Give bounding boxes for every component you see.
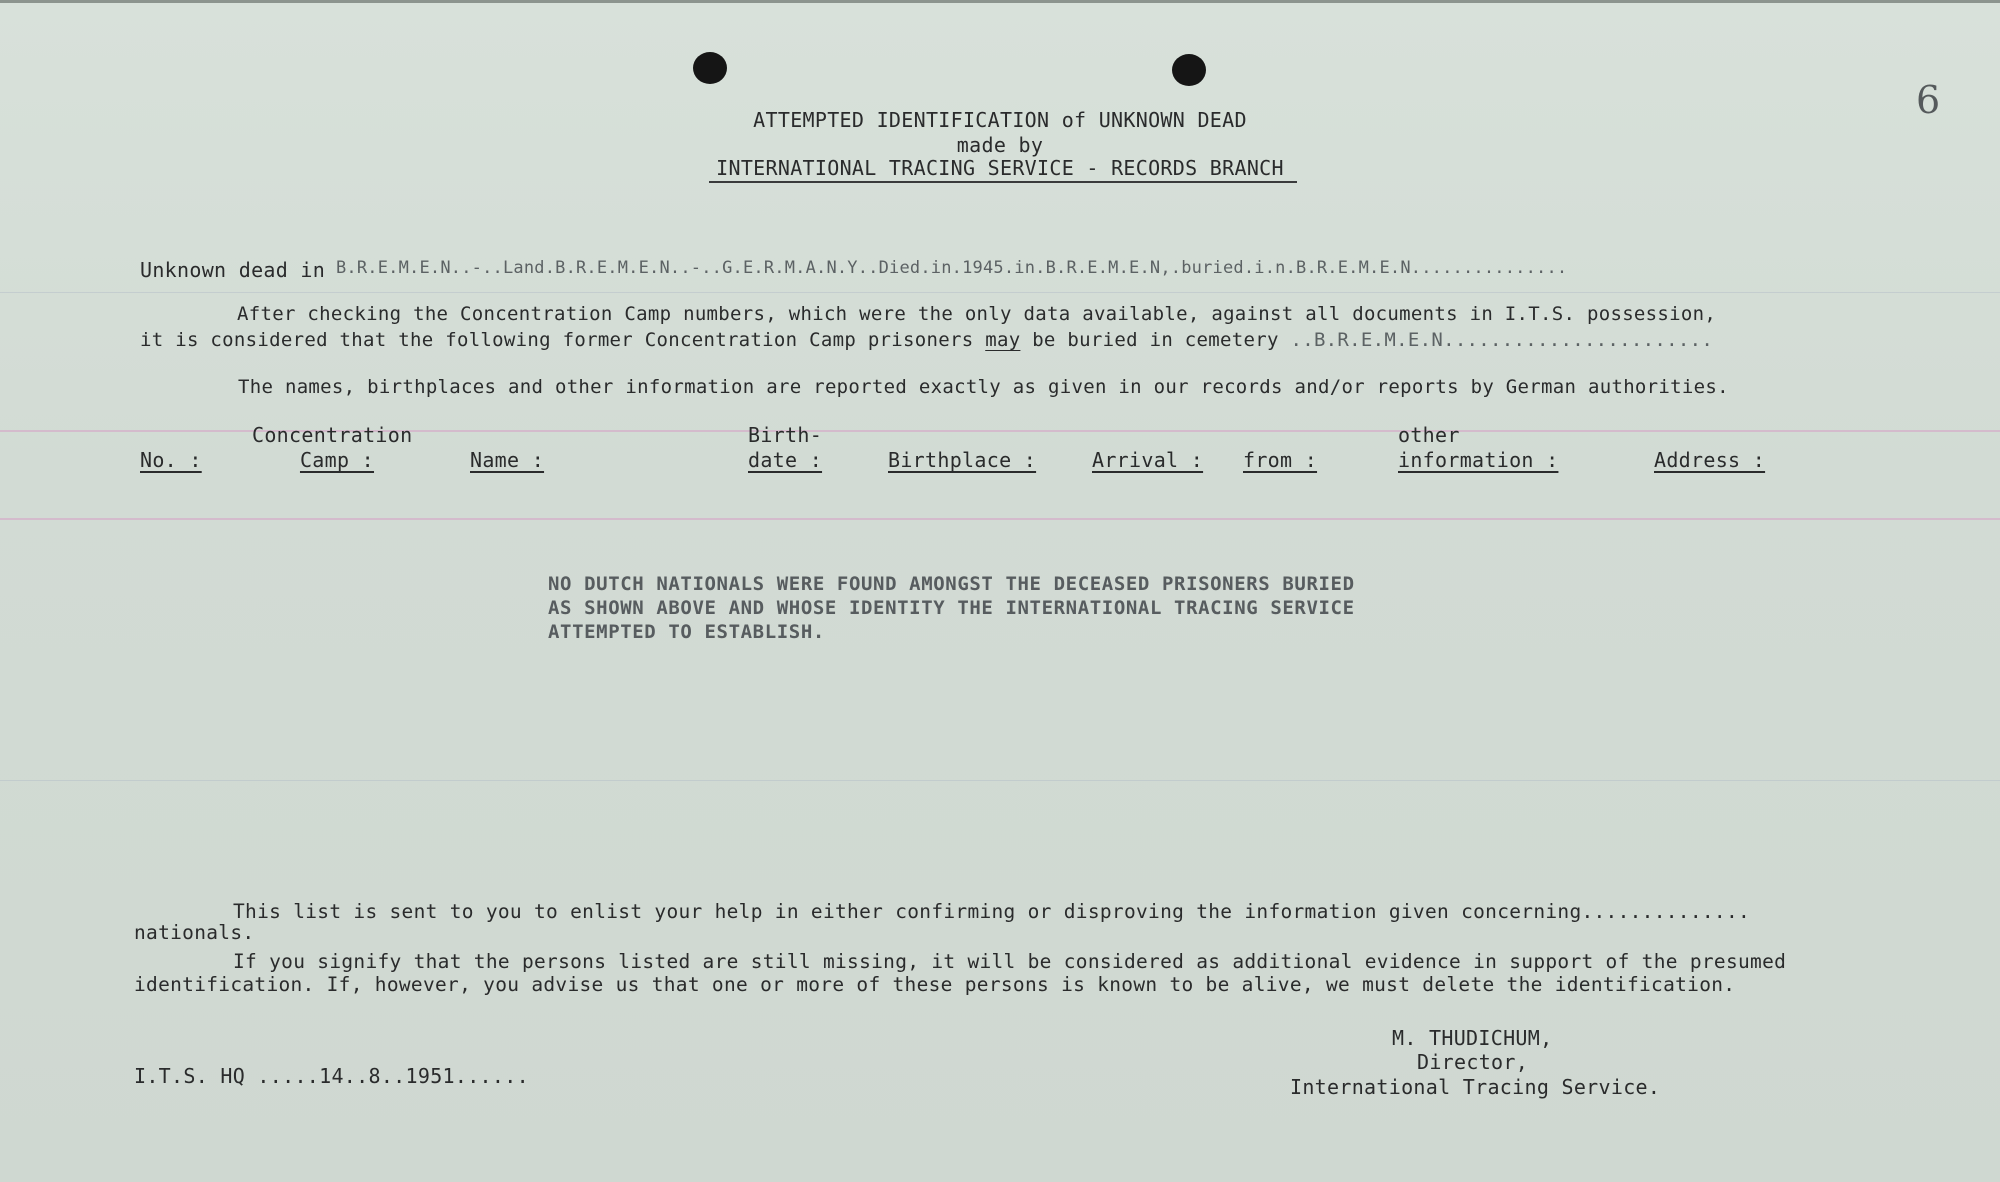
column-header-birthdate-top: Birth- [748, 423, 823, 447]
punch-hole-left [693, 52, 727, 84]
signature-name: M. THUDICHUM, [1392, 1026, 1553, 1050]
header-title: ATTEMPTED IDENTIFICATION of UNKNOWN DEAD [753, 108, 1247, 132]
request-paragraph-line1: This list is sent to you to enlist your help in either confirming or disproving the information given concerning.............. [233, 900, 1751, 923]
page-number: 6 [1916, 78, 1941, 122]
stamp-line2: AS SHOWN ABOVE AND WHOSE IDENTITY THE INTERNATIONAL TRACING SERVICE [548, 597, 1355, 619]
column-header-no: No. : [140, 448, 202, 472]
date-value: .....14..8..1951...... [257, 1064, 529, 1088]
date-label: I.T.S. HQ [134, 1064, 246, 1088]
ruled-line [0, 518, 2000, 520]
column-header-address: Address : [1654, 448, 1766, 472]
top-edge [0, 0, 2000, 3]
header-underline [709, 181, 1297, 183]
paragraph-checking-text: it is considered that the following former Concentration Camp prisoners [140, 329, 974, 351]
paragraph-checking-text-end: be buried in cemetery [1032, 329, 1279, 351]
paragraph-checking-line2 [140, 328, 1713, 352]
ruled-line [0, 780, 2000, 781]
punch-hole-right [1172, 54, 1206, 86]
stamp-line1: NO DUTCH NATIONALS WERE FOUND AMONGST THE DECEASED PRISONERS BURIED [548, 573, 1355, 595]
paragraph-checking-line1: After checking the Concentration Camp numbers, which were the only data available, against all documents in I.T.S. possession, [237, 303, 1717, 325]
may-emphasis: may [985, 329, 1021, 351]
column-header-name: Name : [470, 448, 545, 472]
stamp-line3: ATTEMPTED TO ESTABLISH. [548, 621, 825, 643]
column-header-other-top: other [1398, 423, 1460, 447]
column-header-camp: Camp : [299, 448, 375, 472]
column-header-other: information : [1398, 448, 1559, 472]
header-subtitle: made by [956, 133, 1044, 157]
column-header-camp-top: Concentration [252, 423, 413, 447]
unknown-dead-label: Unknown dead in [140, 258, 326, 282]
header-organization: INTERNATIONAL TRACING SERVICE - RECORDS BRANCH [716, 156, 1284, 180]
signature-title: Director, [1417, 1050, 1529, 1074]
cemetery-name: ..B.R.E.M.E.N....................... [1290, 329, 1714, 351]
date-line [134, 1064, 529, 1088]
column-header-from: from : [1243, 448, 1318, 472]
column-header-birthplace: Birthplace : [888, 448, 1037, 472]
missing-paragraph-line1: If you signify that the persons listed are still missing, it will be considered as additional evidence in support of the presumed [233, 950, 1787, 973]
ruled-line [0, 292, 2000, 293]
signature-organization: International Tracing Service. [1290, 1075, 1661, 1099]
column-header-arrival: Arrival : [1092, 448, 1204, 472]
request-paragraph-line2: nationals. [134, 921, 255, 944]
column-header-birthdate: date : [748, 448, 823, 472]
paragraph-records-note: The names, birthplaces and other information are reported exactly as given in our records and/or reports by German authorities. [238, 376, 1729, 398]
unknown-dead-location: B.R.E.M.E.N..-..Land.B.R.E.M.E.N..-..G.E.R.M.A.N.Y..Died.in.1945.in.B.R.E.M.E.N,.buried.i.n.B.R.E.M.E.N............... [336, 258, 1568, 278]
missing-paragraph-line2: identification. If, however, you advise us that one or more of these persons is known to be alive, we must delete the identification. [134, 973, 1736, 996]
